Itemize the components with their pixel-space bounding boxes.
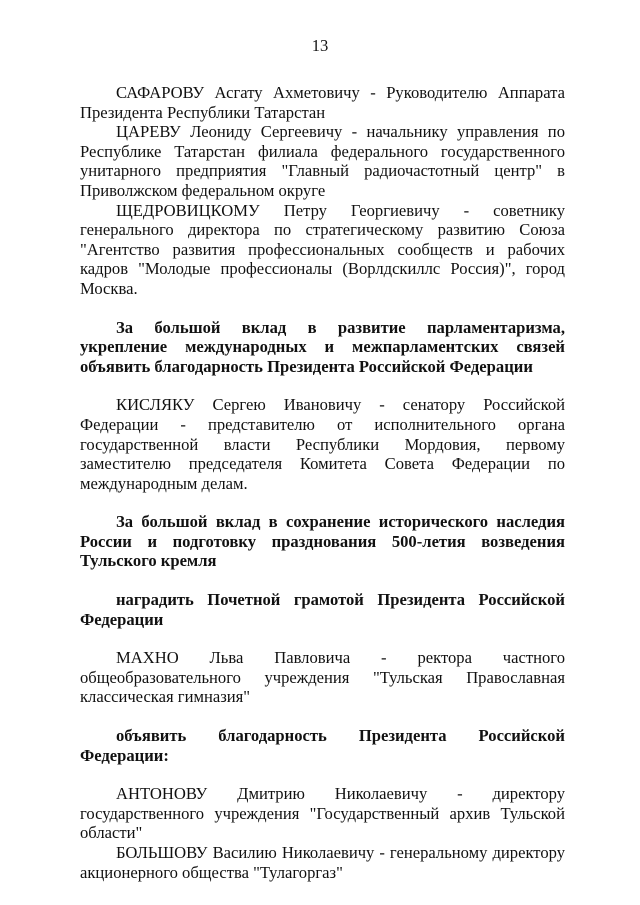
award-heading-gratitude: объявить благодарность Президента Российской Федерации: — [80, 726, 565, 765]
award-heading-parliamentarism: За большой вклад в развитие парламентаризма, укрепление международных и межпарламентских связей объявить благодарность Президента Российской Федерации — [80, 317, 565, 376]
award-entry-antonov: АНТОНОВУ Дмитрию Николаевичу - директору государственного учреждения "Государственный архив Тульской области" — [80, 784, 565, 843]
award-entry-makhno: МАХНО Льва Павловича - ректора частного общеобразовательного учреждения "Тульская Православная классическая гимназия" — [80, 648, 565, 707]
document-body — [80, 83, 565, 882]
page-number: 13 — [311, 36, 329, 55]
award-entry-shchedrovitsky: ЩЕДРОВИЦКОМУ Петру Георгиевичу - советнику генерального директора по стратегическому развитию Союза "Агентство развития профессиональных сообществ и рабочих кадров "Молодые профессионалы (Ворлдскиллс Россия)", город Москва. — [80, 200, 565, 298]
award-entry-tsarev: ЦАРЕВУ Леониду Сергеевичу - начальнику управления по Республике Татарстан филиала федерального государственного унитарного предприятия "Главный радиочастотный центр" в Приволжском федеральном округе — [80, 122, 565, 200]
award-heading-tula-kremlin: За большой вклад в сохранение исторического наследия России и подготовку празднования 500-летия возведения Тульского кремля — [80, 512, 565, 571]
award-heading-certificate: наградить Почетной грамотой Президента Российской Федерации — [80, 590, 565, 629]
award-entry-safarov: САФАРОВУ Асгату Ахметовичу - Руководителю Аппарата Президента Республики Татарстан — [80, 83, 565, 122]
award-entry-bolshov: БОЛЬШОВУ Василию Николаевичу - генеральному директору акционерного общества "Тулагоргаз" — [80, 843, 565, 882]
award-entry-kislyak: КИСЛЯКУ Сергею Ивановичу - сенатору Российской Федерации - представителю от исполнительного органа государственной власти Республики Мордовия, первому заместителю председателя Комитета Совета Федерации по международным делам. — [80, 395, 565, 493]
